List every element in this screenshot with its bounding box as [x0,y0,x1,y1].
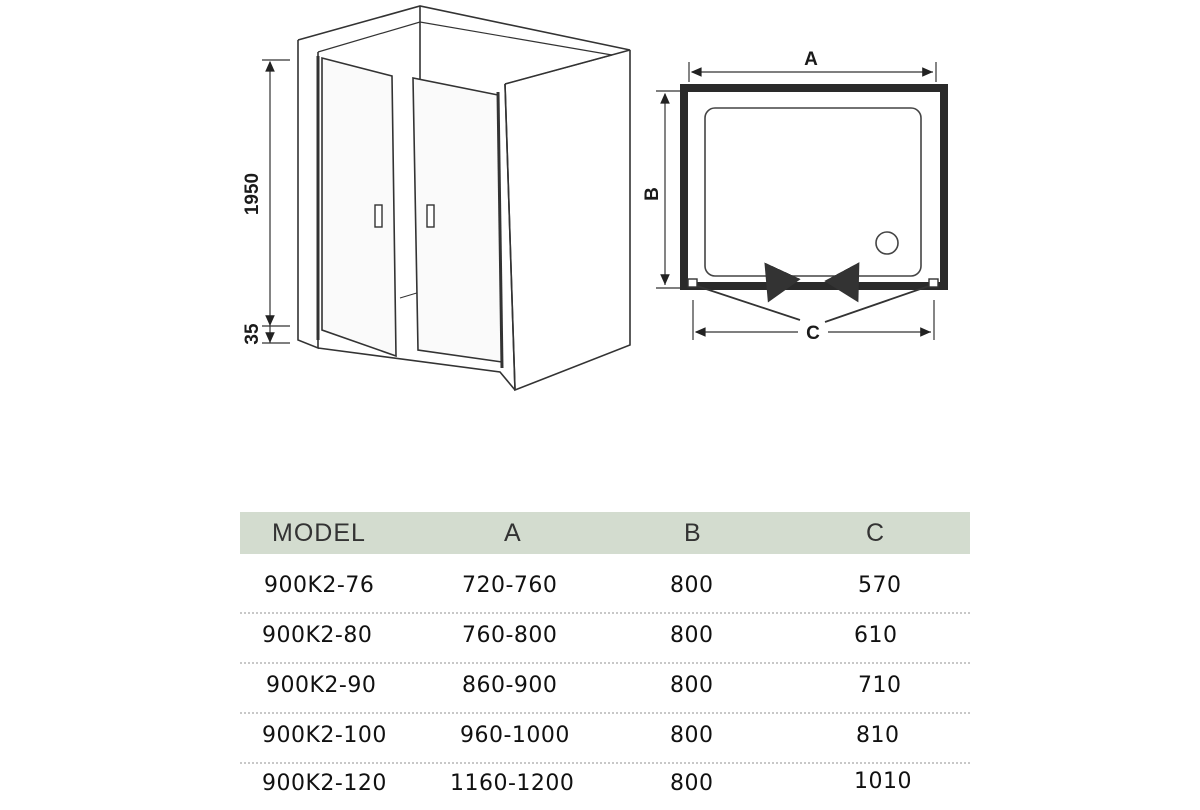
table-header [240,512,970,554]
header-b: B [684,519,702,547]
cell-b: 800 [670,723,714,748]
height-dimension [262,60,290,343]
cell-b: 800 [670,673,714,698]
table-row [240,612,970,664]
cell-c: 610 [854,623,898,648]
table-row [240,562,970,614]
left-door [322,58,396,356]
left-wall [298,40,318,348]
table-row [240,712,970,764]
left-hinge [688,279,697,287]
right-door-open [825,286,929,322]
cell-b: 800 [670,623,714,648]
cell-a: 960-1000 [460,723,570,748]
right-wall-inner-edge [505,84,515,390]
cell-a: 860-900 [462,673,558,698]
right-door-handle [427,205,434,227]
cell-model: 900K2-80 [262,623,373,648]
cell-model: 900K2-90 [266,673,377,698]
table-row [240,662,970,714]
header-a: A [504,519,522,547]
header-c: C [866,519,886,547]
cell-c: 710 [858,673,902,698]
cell-a: 1160-1200 [450,771,575,796]
cell-model: 900K2-76 [264,573,375,598]
cell-c: 1010 [854,769,912,794]
label-a: A [804,49,818,70]
cell-c: 810 [856,723,900,748]
height-label: 1950 [242,172,263,216]
left-door-open [697,286,800,320]
cell-model: 900K2-100 [262,723,387,748]
label-c: C [806,323,820,344]
table-row [240,762,970,800]
cell-a: 720-760 [462,573,558,598]
cell-b: 800 [670,573,714,598]
cell-model: 900K2-120 [262,771,387,796]
cell-b: 800 [670,771,714,796]
left-door-handle [375,205,382,227]
drain-icon [876,232,898,254]
spec-table [240,512,970,800]
cell-a: 760-800 [462,623,558,648]
header-model: MODEL [272,519,366,547]
plan-view [684,88,944,322]
right-hinge [929,279,938,287]
perspective-view [298,6,630,390]
label-b: B [642,187,663,201]
cell-c: 570 [858,573,902,598]
right-wall [505,50,630,390]
base-height-label: 35 [242,323,263,345]
